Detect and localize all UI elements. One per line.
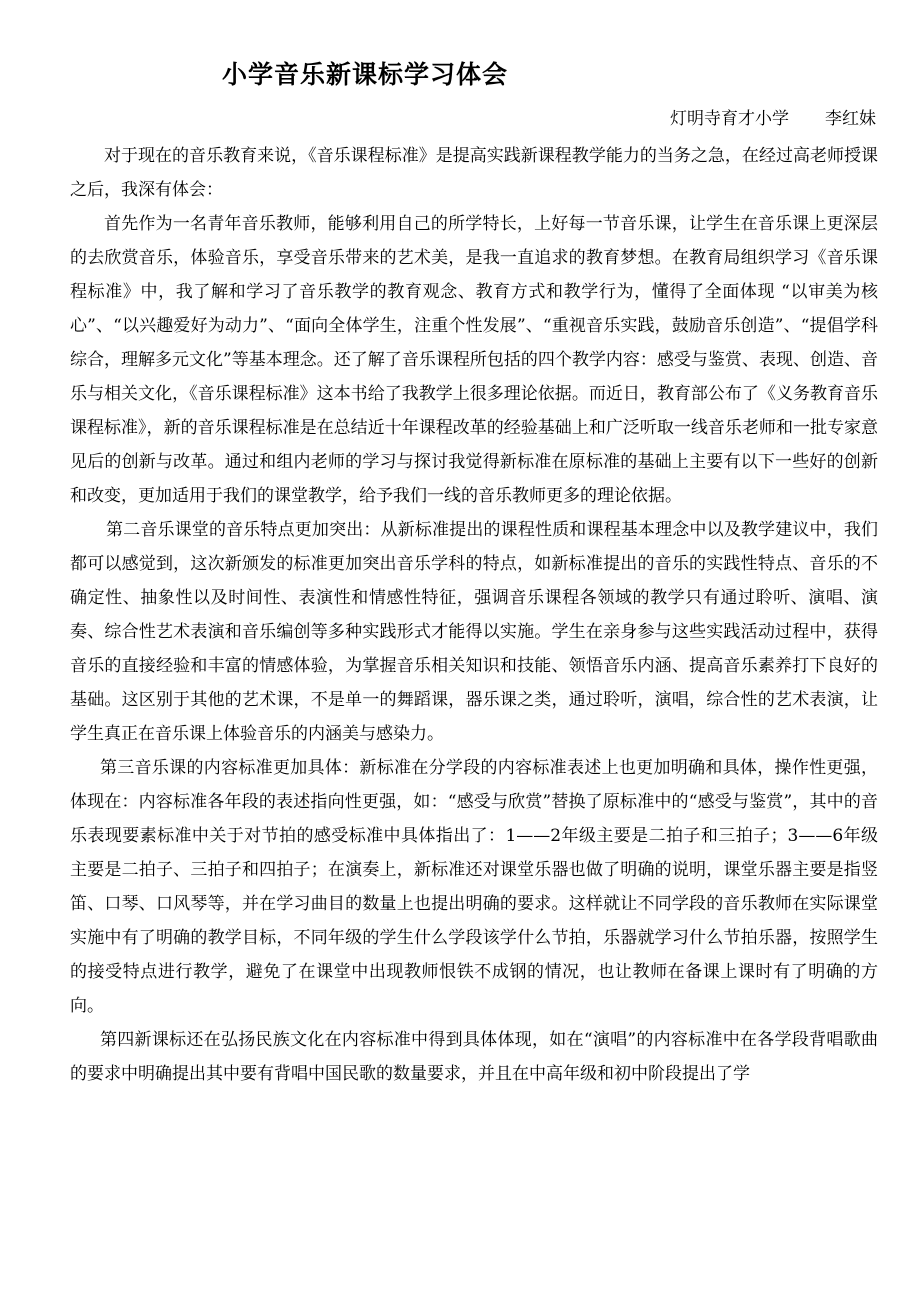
author-name: 李红妹: [825, 109, 876, 129]
paragraph-second: 第二音乐课堂的音乐特点更加突出：从新标准提出的课程性质和课程基本理念中以及教学建议中，我们都可以感觉到，这次新颁发的标准更加突出音乐学科的特点，如新标准提出的音乐的实践性特点、音乐的不确定性、抽象性以及时间性、表演性和情感性特征，强调音乐课程各领域的教学只有通过聆听、演唱、演奏、综合性艺术表演和音乐编创等多种实践形式才能得以实施。学生在亲身参与这些实践活动过程中，获得音乐的直接经验和丰富的情感体验，为掌握音乐相关知识和技能、领悟音乐内涵、提高音乐素养打下良好的基础。这区别于其他的艺术课，不是单一的舞蹈课，器乐课之类，通过聆听，演唱，综合性的艺术表演，让学生真正在音乐课上体验音乐的内涵美与感染力。: [70, 520, 878, 744]
paragraph-third: 第三音乐课的内容标准更加具体：新标准在分学段的内容标准表述上也更加明确和具体，操作性更强，体现在：内容标准各年段的表述指向性更强，如：“感受与欣赏”替换了原标准中的“感受与鉴赏”，其中的音乐表现要素标准中关于对节拍的感受标准中具体指出了：1——2年级主要是二拍子和三拍子；3——6年级主要是二拍子、三拍子和四拍子；在演奏上，新标准还对课堂乐器也做了明确的说明，课堂乐器主要是指竖笛、口琴、口风琴等，并在学习曲目的数量上也提出明确的要求。这样就让不同学段的音乐教师在实际课堂实施中有了明确的教学目标，不同年级的学生什么学段该学什么节拍，乐器就学习什么节拍乐器，按照学生的接受特点进行教学，避免了在课堂中出现教师恨铁不成钢的情况，也让教师在备课上课时有了明确的方向。: [70, 758, 878, 1016]
author-school: 灯明寺育才小学: [670, 109, 789, 129]
paragraph-first: 首先作为一名青年音乐教师，能够利用自己的所学特长，上好每一节音乐课，让学生在音乐课上更深层的去欣赏音乐，体验音乐，享受音乐带来的艺术美，是我一直追求的教育梦想。在教育局组织学习《音乐课程标准》中，我了解和学习了音乐教学的教育观念、教育方式和教学行为，懂得了全面体现 “以审美为核心”、“以兴趣爱好为动力”、“面向全体学生，注重个性发展”、“重视音乐实践，鼓励音乐创造”、“提倡学科综合，理解多元文化”等基本理念。还了解了音乐课程所包括的四个教学内容：感受与鉴赏、表现、创造、音乐与相关文化，《音乐课程标准》这本书给了我教学上很多理论依据。而近日，教育部公布了《义务教育音乐课程标准》，新的音乐课程标准是在总结近十年课程改革的经验基础上和广泛听取一线音乐老师和一批专家意见后的创新与改革。通过和组内老师的学习与探讨我觉得新标准在原标准的基础上主要有以下一些好的创新和改变，更加适用于我们的课堂教学，给予我们一线的音乐教师更多的理论依据。: [70, 214, 878, 506]
paragraph-fourth: 第四新课标还在弘扬民族文化在内容标准中得到具体体现，如在“演唱”的内容标准中在各学段背唱歌曲的要求中明确提出其中要有背唱中国民歌的数量要求，并且在中高年级和初中阶段提出了学: [70, 1030, 878, 1084]
document-body: [70, 139, 878, 1091]
paragraph-intro: 对于现在的音乐教育来说，《音乐课程标准》是提高实践新课程教学能力的当务之急，在经过高老师授课之后，我深有体会：: [70, 146, 878, 200]
document-title: 小学音乐新课标学习体会: [222, 60, 509, 89]
author-line: [670, 104, 876, 129]
